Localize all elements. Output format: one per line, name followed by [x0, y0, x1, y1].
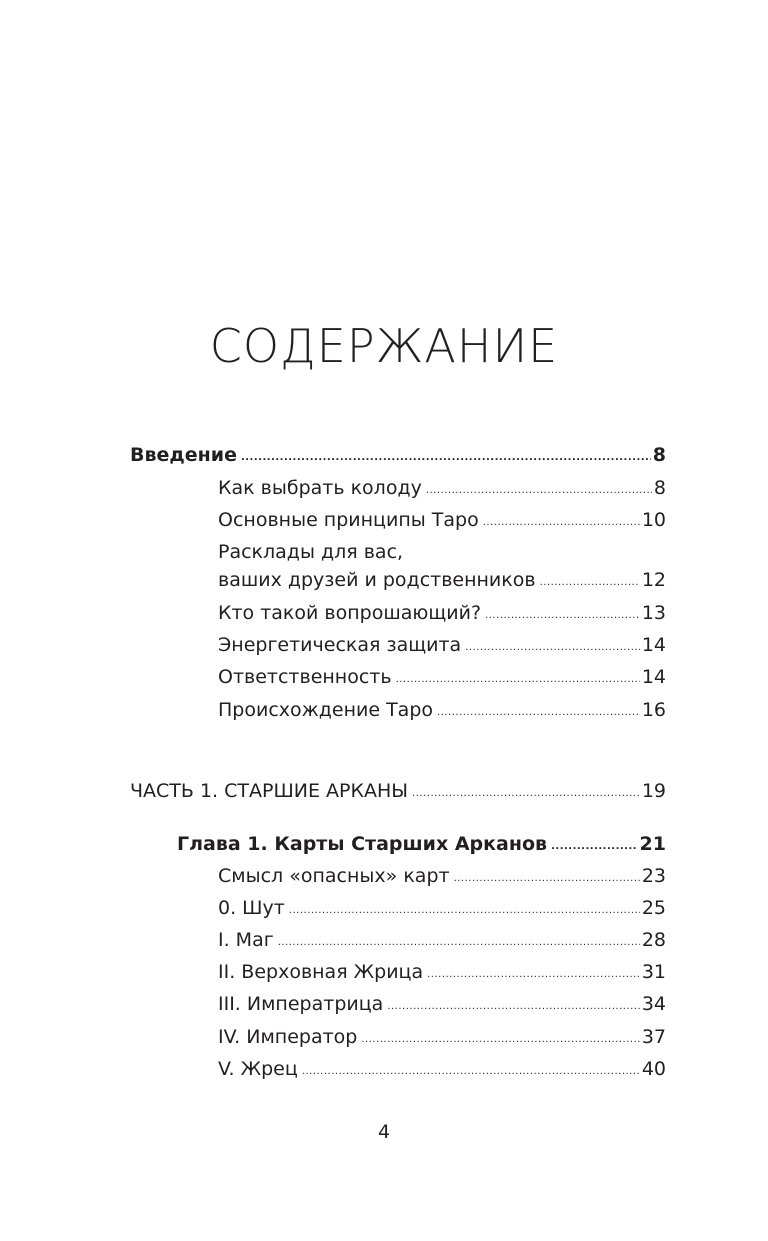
toc-entry-title: I. Маг: [218, 929, 274, 951]
toc-entry-fool[interactable]: [218, 896, 666, 920]
toc-entry-page: 40: [641, 1058, 666, 1080]
toc-entry-title: ЧАСТЬ 1. СТАРШИЕ АРКАНЫ: [130, 780, 409, 802]
toc-entry-page: 8: [653, 477, 666, 499]
toc-entry-page: 19: [641, 780, 666, 802]
toc-entry-page: 21: [639, 833, 666, 855]
toc-entry-title: Энергетическая защита: [218, 634, 462, 656]
toc-entry-title: Кто такой вопрошающий?: [218, 602, 482, 624]
toc-leader-dots: [551, 842, 637, 852]
toc-leader-dots: [454, 874, 640, 884]
toc-entry-principles[interactable]: [218, 508, 666, 532]
toc-entry-title: 0. Шут: [218, 897, 285, 919]
toc-leader-dots: [361, 1035, 639, 1045]
toc-entry-page: 25: [641, 897, 666, 919]
toc-entry-page: 28: [641, 929, 666, 951]
toc-entry-page: 10: [641, 509, 666, 531]
toc-leader-dots: [426, 486, 652, 496]
toc-leader-dots: [437, 708, 640, 718]
toc-entry-chapter1[interactable]: [177, 832, 666, 856]
toc-leader-dots: [540, 578, 640, 588]
toc-entry-title: V. Жрец: [218, 1058, 298, 1080]
toc-entry-title: II. Верховная Жрица: [218, 961, 424, 983]
toc-leader-dots: [387, 1002, 640, 1012]
page-title: СОДЕРЖАНИЕ: [209, 319, 559, 373]
toc-entry-title: Как выбрать колоду: [218, 477, 422, 499]
toc-leader-dots: [427, 970, 640, 980]
toc-entry-intro[interactable]: [130, 443, 666, 467]
toc-entry-choose-deck[interactable]: [218, 476, 666, 500]
toc-entry-title: Введение: [130, 444, 237, 466]
toc-entry-page: 13: [641, 602, 666, 624]
toc-entry-empress[interactable]: [218, 992, 666, 1016]
toc-entry-page: 34: [641, 993, 666, 1015]
toc-leader-dots: [412, 789, 640, 799]
toc-entry-protection[interactable]: [218, 633, 666, 657]
toc-entry-title: Происхождение Таро: [218, 699, 434, 721]
toc-entry-origin[interactable]: [218, 698, 666, 722]
toc-entry-title: ваших друзей и родственников: [218, 569, 536, 591]
toc-leader-dots: [485, 611, 640, 621]
toc-entry-title: III. Императрица: [218, 993, 384, 1015]
toc-entry-title: IV. Император: [218, 1026, 358, 1048]
toc-entry-page: 12: [641, 569, 666, 591]
toc-entry-title: Смысл «опасных» карт: [218, 865, 450, 887]
toc-entry-spreads-line1[interactable]: Расклады для вас,: [218, 541, 404, 563]
toc-leader-dots: [483, 518, 640, 528]
toc-leader-dots: [465, 643, 640, 653]
toc-leader-dots: [241, 453, 651, 463]
toc-leader-dots: [302, 1067, 640, 1077]
toc-entry-dangerous[interactable]: [218, 864, 666, 888]
page-number: 4: [377, 1121, 391, 1143]
toc-entry-page: 16: [641, 699, 666, 721]
toc-entry-page: 14: [641, 634, 666, 656]
toc-entry-title: Глава 1. Карты Старших Арканов: [177, 833, 548, 855]
toc-entry-hierophant[interactable]: [218, 1057, 666, 1081]
toc-entry-page: 37: [641, 1026, 666, 1048]
toc-entry-page: 14: [641, 666, 666, 688]
toc-entry-emperor[interactable]: [218, 1025, 666, 1049]
toc-entry-title: Ответственность: [218, 666, 392, 688]
toc-leader-dots: [396, 675, 640, 685]
toc-entry-querent[interactable]: [218, 601, 666, 625]
toc-entry-priestess[interactable]: [218, 960, 666, 984]
toc-entry-page: 23: [641, 865, 666, 887]
toc-leader-dots: [289, 906, 640, 916]
toc-entry-part1[interactable]: [130, 779, 666, 803]
toc-entry-page: 8: [652, 444, 666, 466]
toc-entry-title: Основные принципы Таро: [218, 509, 479, 531]
toc-entry-responsibility[interactable]: [218, 665, 666, 689]
toc-entry-magician[interactable]: [218, 928, 666, 952]
toc-entry-page: 31: [641, 961, 666, 983]
toc-entry-spreads[interactable]: [218, 568, 666, 592]
toc-leader-dots: [278, 938, 640, 948]
